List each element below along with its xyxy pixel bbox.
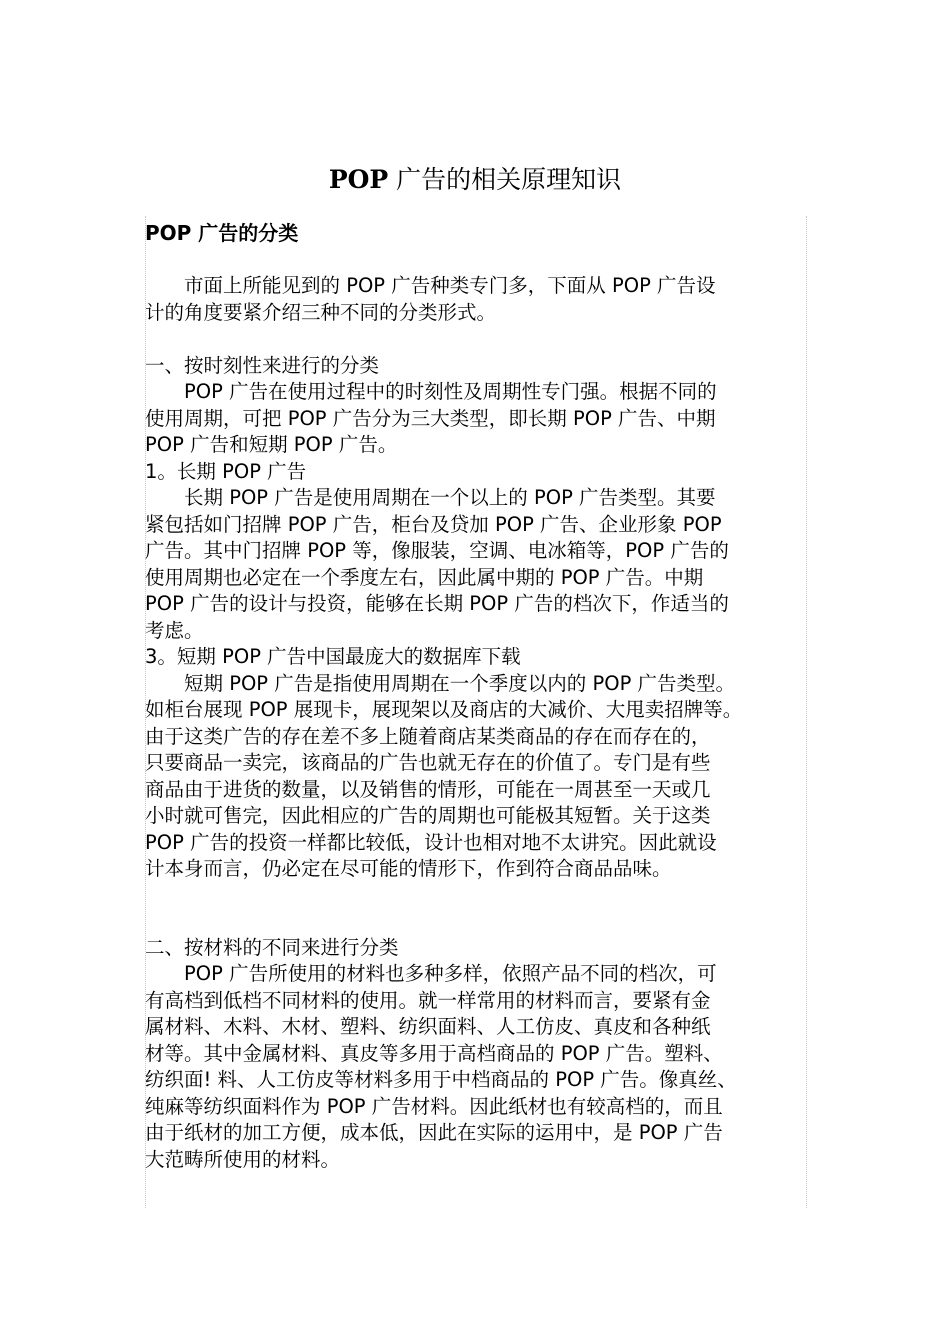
text-line: 大范畴所使用的材料。 xyxy=(145,1147,341,1171)
item1-paragraph xyxy=(145,485,809,644)
text-line: 由于纸材的加工方便，成本低，因此在实际的运用中，是 POP 广告 xyxy=(145,1121,723,1144)
text-line: 由于这类广告的存在差不多上随着商店某类商品的存在而存在的， xyxy=(145,724,711,748)
text-line: 使用周期，可把 POP 广告分为三大类型，即长期 POP 广告、中期 xyxy=(145,406,716,430)
text-line: 广告。其中门招牌 POP 等，像服装，空调、电冰箱等，POP 广告的 xyxy=(145,539,729,562)
document-body xyxy=(145,220,809,1173)
text-line: 小时就可售完，因此相应的广告的周期也可能极其短暂。关于这类 xyxy=(145,804,711,827)
text-line: 纺织面! 料、人工仿皮等材料多用于中档商品的 POP 广告。像真丝、 xyxy=(145,1068,737,1091)
text-line: POP 广告在使用过程中的时刻性及周期性专门强。根据不同的 xyxy=(145,380,717,403)
part2-paragraph xyxy=(145,961,809,1173)
text-line: POP 广告和短期 POP 广告。 xyxy=(145,433,398,456)
text-line: 使用周期也必定在一个季度左右，因此属中期的 POP 广告。中期 xyxy=(145,565,704,589)
spacer xyxy=(145,326,809,353)
text-line: POP 广告的设计与投资，能够在长期 POP 广告的档次下，作适当的 xyxy=(145,592,729,615)
item3-heading: 3。短期 POP 广告中国最庞大的数据库下载 xyxy=(145,645,521,668)
item3-paragraph xyxy=(145,671,809,883)
text-line: 只要商品一卖完，该商品的广告也就无存在的价值了。专门是有些 xyxy=(145,751,711,774)
text-line: 考虑。 xyxy=(145,618,204,642)
page-title xyxy=(0,162,950,198)
text-line: POP 广告所使用的材料也多种多样，依照产品不同的档次，可 xyxy=(145,962,717,985)
part1-paragraph xyxy=(145,379,809,459)
section-heading: POP 广告的分类 xyxy=(145,221,299,245)
text-line: 纯麻等纺织面料作为 POP 广告材料。因此纸材也有较高档的，而且 xyxy=(145,1094,723,1118)
page-title-latin: POP xyxy=(328,165,389,194)
text-line: 商品由于进货的数量，以及销售的情形，可能在一周甚至一天或几 xyxy=(145,777,711,801)
text-line: 材等。其中金属材料、真皮等多用于高档商品的 POP 广告。塑料、 xyxy=(145,1041,723,1065)
spacer xyxy=(145,883,809,935)
item1-heading: 1。长期 POP 广告 xyxy=(145,459,307,483)
page-title-cjk: 广告的相关原理知识 xyxy=(396,165,622,194)
text-line: POP 广告的投资一样都比较低，设计也相对地不太讲究。因此就设 xyxy=(145,830,717,854)
text-line: 紧包括如门招牌 POP 广告，柜台及贷加 POP 广告、企业形象 POP xyxy=(145,512,722,536)
part1-heading: 一、按时刻性来进行的分类 xyxy=(145,353,380,377)
text-line: 有高档到低档不同材料的使用。就一样常用的材料而言，要紧有金 xyxy=(145,988,711,1012)
text-line: 计本身而言，仍必定在尽可能的情形下，作到符合商品品味。 xyxy=(145,857,672,880)
text-line: 市面上所能见到的 POP 广告种类专门多，下面从 POP 广告设 xyxy=(145,274,716,297)
part2-heading: 二、按材料的不同来进行分类 xyxy=(145,935,399,959)
text-line: 计的角度要紧介绍三种不同的分类形式。 xyxy=(145,300,497,324)
spacer xyxy=(145,247,809,274)
intro-paragraph xyxy=(145,273,809,326)
text-line: 短期 POP 广告是指使用周期在一个季度以内的 POP 广告类型。 xyxy=(145,671,736,695)
text-line: 属材料、木料、木材、塑料、纺织面料、人工仿皮、真皮和各种纸 xyxy=(145,1015,711,1038)
text-line: 长期 POP 广告是使用周期在一个以上的 POP 广告类型。其要 xyxy=(145,486,716,509)
text-line: 如柜台展现 POP 展现卡，展现架以及商店的大减价、大甩卖招牌等。 xyxy=(145,698,743,721)
